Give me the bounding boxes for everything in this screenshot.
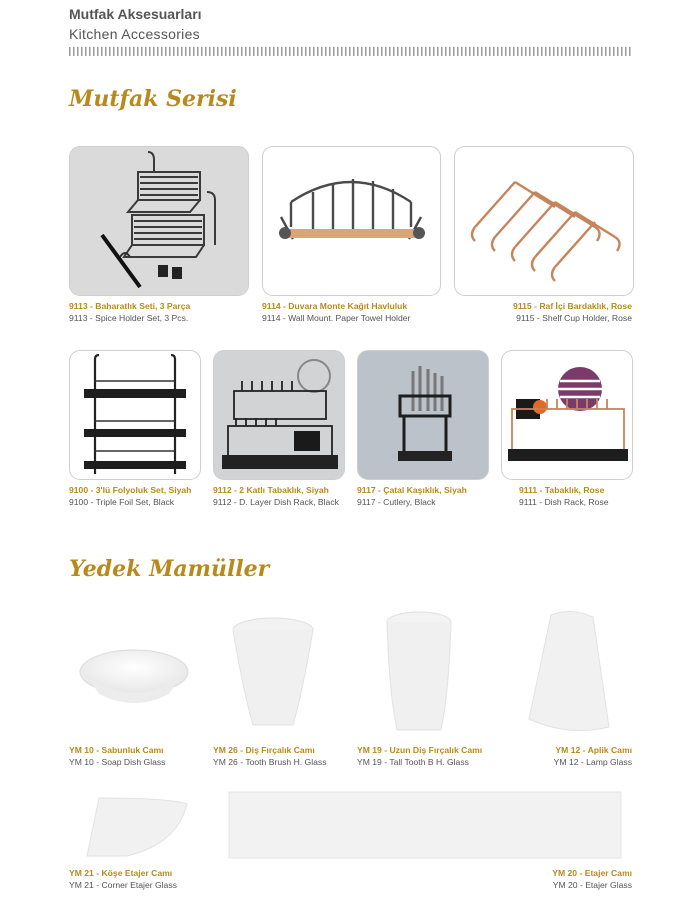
header-divider xyxy=(69,47,632,56)
product-name-en: 9117 - Cutlery, Black xyxy=(357,497,436,507)
product-name-tr: 9111 - Tabaklık, Rose xyxy=(519,485,605,495)
product-name-en: YM 20 - Etajer Glass xyxy=(552,880,632,890)
dish-rack-icon xyxy=(214,351,344,479)
product-name-en: 9112 - D. Layer Dish Rack, Black xyxy=(213,497,339,507)
page-subtitle: Kitchen Accessories xyxy=(69,26,200,42)
product-image-ym20[interactable] xyxy=(213,780,632,865)
product-name-tr: 9112 - 2 Katlı Tabaklık, Siyah xyxy=(213,485,329,495)
product-name-tr: 9115 - Raf İçi Bardaklık, Rose xyxy=(513,301,632,311)
product-card-9100[interactable] xyxy=(69,350,201,480)
product-card-9112[interactable] xyxy=(213,350,345,480)
product-label-ym26 xyxy=(213,744,327,768)
product-image-ym12[interactable] xyxy=(501,600,631,740)
tall-glass-icon xyxy=(357,600,487,740)
foil-rack-icon xyxy=(70,351,200,479)
product-name-en: 9115 - Shelf Cup Holder, Rose xyxy=(516,313,632,323)
product-name-en: 9114 - Wall Mount. Paper Towel Holder xyxy=(262,313,411,323)
product-name-tr: 9114 - Duvara Monte Kağıt Havluluk xyxy=(262,301,408,311)
product-card-9115[interactable] xyxy=(454,146,634,296)
product-name-tr: 9117 - Çatal Kaşıklık, Siyah xyxy=(357,485,467,495)
tooth-brush-glass-icon xyxy=(213,600,343,740)
product-label-9112 xyxy=(213,484,339,508)
product-name-en: 9111 - Dish Rack, Rose xyxy=(519,497,609,507)
product-name-tr: 9113 - Baharatlık Seti, 3 Parça xyxy=(69,301,191,311)
product-label-ym12 xyxy=(554,744,632,768)
product-name-tr: YM 12 - Aplik Camı xyxy=(555,745,632,755)
product-card-9114[interactable] xyxy=(262,146,441,296)
section-title-yedek-mamuller: Yedek Mamüller xyxy=(69,556,270,582)
towel-holder-icon xyxy=(263,147,440,295)
rose-dish-rack-icon xyxy=(502,351,632,479)
product-label-ym20 xyxy=(552,867,632,891)
product-name-en: 9113 - Spice Holder Set, 3 Pcs. xyxy=(69,313,189,323)
product-image-ym19[interactable] xyxy=(357,600,487,740)
product-image-ym21[interactable] xyxy=(69,780,199,865)
product-name-en: YM 10 - Soap Dish Glass xyxy=(69,757,166,767)
product-label-9115 xyxy=(513,300,632,324)
product-name-tr: YM 10 - Sabunluk Camı xyxy=(69,745,164,755)
product-label-ym10 xyxy=(69,744,165,768)
product-label-9114 xyxy=(262,300,410,324)
cup-holder-icon xyxy=(455,147,633,295)
product-label-9111 xyxy=(519,484,608,508)
product-label-9100 xyxy=(69,484,191,508)
page-title: Mutfak Aksesuarları xyxy=(69,6,202,22)
product-card-9113[interactable] xyxy=(69,146,249,296)
lamp-glass-icon xyxy=(501,600,631,740)
product-name-tr: YM 26 - Diş Fırçalık Camı xyxy=(213,745,315,755)
product-name-tr: YM 20 - Etajer Camı xyxy=(552,868,632,878)
product-card-9117[interactable] xyxy=(357,350,489,480)
product-name-en: 9100 - Triple Foil Set, Black xyxy=(69,497,175,507)
section-title-mutfak-serisi: Mutfak Serisi xyxy=(69,86,237,112)
product-name-tr: YM 21 - Köşe Etajer Camı xyxy=(69,868,173,878)
product-name-tr: 9100 - 3'lü Folyoluk Set, Siyah xyxy=(69,485,192,495)
corner-shelf-glass-icon xyxy=(69,780,199,865)
soap-dish-glass-icon xyxy=(69,600,199,740)
spice-rack-icon xyxy=(70,147,248,295)
product-name-en: YM 26 - Tooth Brush H. Glass xyxy=(213,757,327,767)
product-label-ym21 xyxy=(69,867,177,891)
product-label-9113 xyxy=(69,300,190,324)
product-image-ym26[interactable] xyxy=(213,600,343,740)
cutlery-holder-icon xyxy=(358,351,488,479)
shelf-glass-icon xyxy=(213,780,632,865)
product-label-9117 xyxy=(357,484,467,508)
product-name-en: YM 12 - Lamp Glass xyxy=(553,757,632,767)
product-image-ym10[interactable] xyxy=(69,600,199,740)
product-label-ym19 xyxy=(357,744,482,768)
product-name-en: YM 19 - Tall Tooth B H. Glass xyxy=(357,757,469,767)
product-name-tr: YM 19 - Uzun Diş Fırçalık Camı xyxy=(357,745,483,755)
product-name-en: YM 21 - Corner Etajer Glass xyxy=(69,880,177,890)
product-card-9111[interactable] xyxy=(501,350,633,480)
